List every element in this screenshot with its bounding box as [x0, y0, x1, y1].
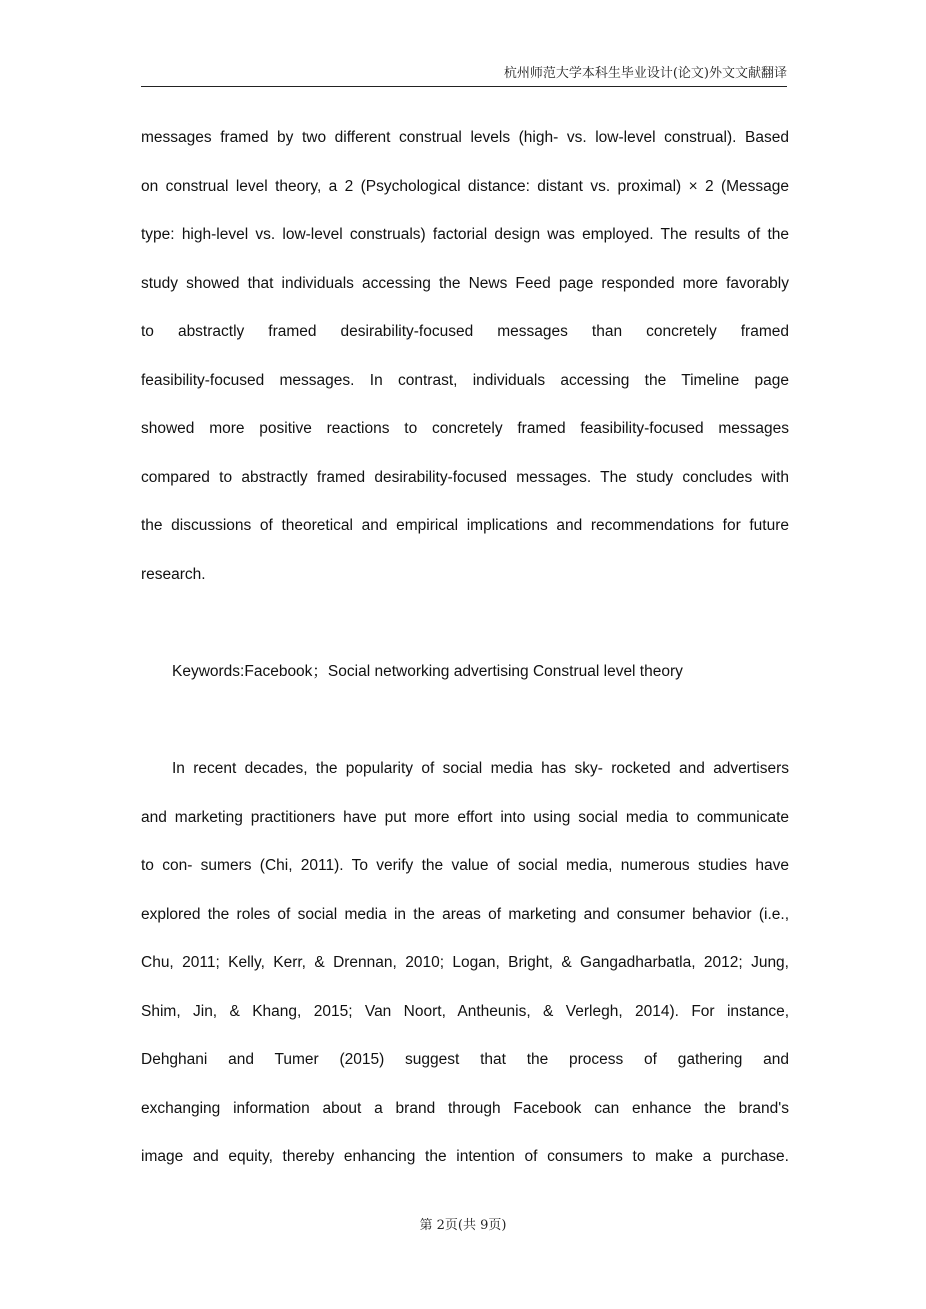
header-rule: [141, 86, 787, 87]
text-line: on construal level theory, a 2 (Psychological distance: distant vs. proximal) × 2 (Message: [141, 178, 789, 195]
text-line: Chu, 2011; Kelly, Kerr, & Drennan, 2010; Logan, Bright, & Gangadharbatla, 2012; Jung,: [141, 954, 789, 971]
text-line: to abstractly framed desirability-focused messages than concretely framed: [141, 323, 789, 340]
running-header: 杭州师范大学本科生毕业设计(论文)外文文献翻译: [503, 66, 787, 81]
text-line: feasibility-focused messages. In contrast, individuals accessing the Timeline page: [141, 372, 789, 389]
text-line: exchanging information about a brand through Facebook can enhance the brand's: [141, 1100, 789, 1117]
keywords-line: Keywords:Facebook；Social networking advertising Construal level theory: [172, 663, 683, 680]
text-line: Shim, Jin, & Khang, 2015; Van Noort, Antheunis, & Verlegh, 2014). For instance,: [141, 1003, 789, 1020]
text-line: research.: [141, 566, 206, 583]
text-line: showed more positive reactions to concretely framed feasibility-focused messages: [141, 420, 789, 437]
text-line: messages framed by two different construal levels (high- vs. low-level construal). Based: [141, 129, 789, 146]
page-number: 第 2页(共 9页): [419, 1218, 507, 1233]
text-line: explored the roles of social media in the areas of marketing and consumer behavior (i.e.,: [141, 906, 789, 923]
text-line: study showed that individuals accessing the News Feed page responded more favorably: [141, 275, 789, 292]
text-line: compared to abstractly framed desirability-focused messages. The study concludes with: [141, 469, 789, 486]
text-line: image and equity, thereby enhancing the intention of consumers to make a purchase.: [141, 1148, 789, 1165]
text-line: Dehghani and Tumer (2015) suggest that the process of gathering and: [141, 1051, 789, 1068]
text-line: type: high-level vs. low-level construals) factorial design was employed. The results of the: [141, 226, 789, 243]
text-line: and marketing practitioners have put more effort into using social media to communicate: [141, 809, 789, 826]
text-line: to con- sumers (Chi, 2011). To verify the value of social media, numerous studies have: [141, 857, 789, 874]
text-line: the discussions of theoretical and empirical implications and recommendations for future: [141, 517, 789, 534]
text-line: In recent decades, the popularity of social media has sky- rocketed and advertisers: [172, 760, 789, 777]
